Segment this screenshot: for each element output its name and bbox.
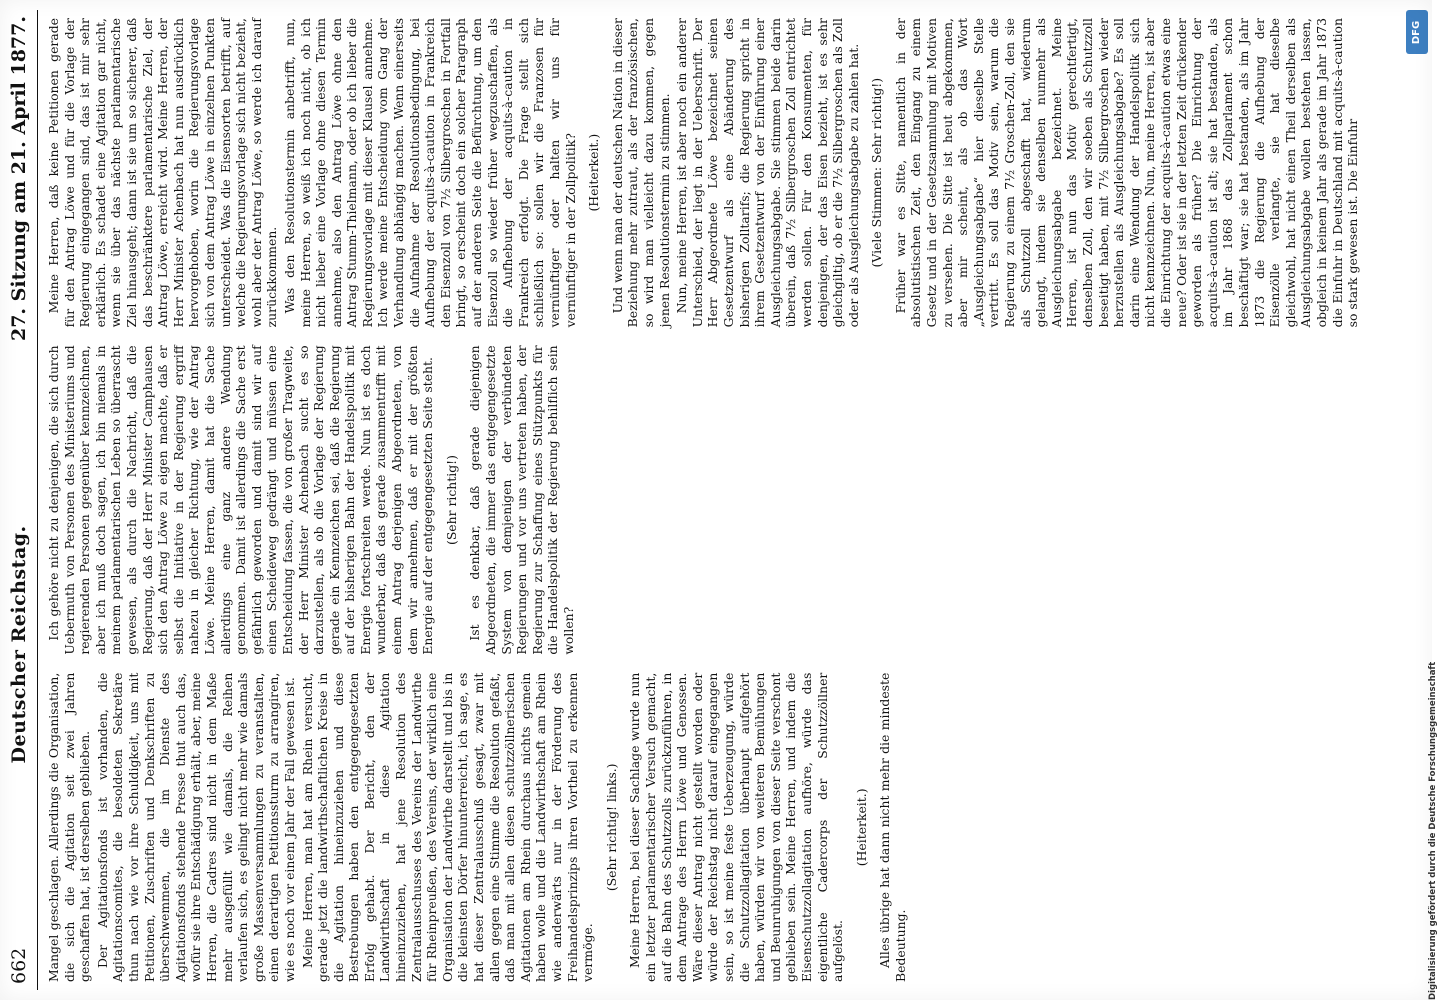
dfg-logo	[1406, 10, 1428, 54]
publication-title: Deutscher Reichstag.	[8, 525, 30, 764]
credit-text: Digitalisierung gefördert durch die Deutsche Forschungsgemeinschaft	[1428, 661, 1438, 1000]
paragraph: Früher war es Sitte, namentlich in der absolutistischen Zeit, den Eingang zu einem Gesetz und in der Gesetzsammlung mit Motiven zu versehen. Die Sitte ist heut abgekommen, aber mir scheint, als ob das Wort „Ausgleichungsabgabe“ hier dieselbe Stelle vertritt. Es soll das Motiv sein, warum die Regierung zu einem 7½ Groschen-Zoll, den sie als Schutzzoll abgeschafft hat, wiederum gelangt, indem sie denselben nunmehr als Ausgleichungsabgabe bezeichnet. Meine Herren, ist nun das Motiv gerechtfertigt, denselben Zoll, den wir soeben als Schutzzoll beseitigt haben, mit 7½ Silbergroschen wieder herzustellen als Ausgleichungsabgabe? Es soll darin eine Wendung der Handelspolitik sich nicht kennzeichnen. Nun, meine Herren, ist aber die Einrichtung der acquits-à-caution etwas eine neue? Oder ist sie in der letzten Zeit drückender geworden als früher? Die Einrichtung der acquits-à-caution ist alt; sie hat bestanden, als im Jahr 1868 das Zollparlament schon beschäftigt war; sie hat bestanden, als im Jahr 1873 die Regierung die Aufhebung der Eisenzölle verlangte, sie hat dieselbe gleichwohl, hat nicht einen Theil derselben als Ausgleichungsabgabe wollen bestehen lassen, obgleich in keinem Jahr als gerade im Jahr 1873 die Einfuhr in Deutschland mit acquits-à-caution so stark gewesen ist. Die Einfuhr	[892, 18, 1361, 328]
interjection: (Sehr richtig! links.)	[603, 763, 619, 892]
paragraph: Der Agitationsfonds ist vorhanden, die Agitationscomites, die besoldeten Sekretäre thun nach wie vor ihre Schuldigkeit, uns mit Petitionen, Zuschriften und Denkschriften zu überschwemmen, die im Dienste des Agitationsfonds stehende Presse thut auch das, wofür sie ihre Entschädigung erhält, aber, meine Herren, die Cadres sind nicht in dem Maße mehr ausgefüllt wie damals, die Reihen verlaufen sich, es gelingt nicht mehr wie damals große Massenversammlungen zu veranstalten, einen derartigen Petitionssturm zu arrangiren, wie es noch vor einem Jahr der Fall gewesen ist.	[94, 672, 297, 982]
interjection: (Heiterkeit.)	[586, 133, 602, 212]
paragraph: Meine Herren, daß keine Petitionen gerade für den Antrag Löwe und für die Vorlage der Regierung eingegangen sind, das ist mir sehr erklärlich. Es schadet eine Agitation gar nicht, wenn sie über das nächste parlamentarische Ziel hinausgeht; dann ist sie um so sicherer, daß das beschränktere parlamentarische Ziel, der Antrag Löwe, erreicht wird. Meine Herren, der Herr Minister Achenbach hat nun ausdrücklich hervorgehoben, worin die Regierungsvorlage sich von dem Antrag Löwe in einzelnen Punkten unterscheidet. Was die Eisensorten betrifft, auf welche die Regierungsvorlage sich nicht bezieht, wohl aber der Antrag Löwe, so werde ich darauf zurückkommen.	[46, 18, 280, 328]
running-head	[8, 10, 38, 990]
column-3	[46, 18, 1361, 328]
paragraph: Ist es denkbar, daß gerade diejenigen Abgeordneten, die immer das entgegengesetzte System von demjenigen der verbündeten Regierungen und vor uns vertreten haben, der Regierung zur Schaffung eines Stützpunkts für die Handelspolitik der Regierung behilflich sein wollen?	[467, 345, 576, 655]
interjection: (Heiterkeit.)	[853, 788, 869, 867]
paragraph: Nun, meine Herren, ist aber noch ein anderer Unterschied, der liegt in der Ueberschrift. Der Herr Abgeordnete Löwe bezeichnet seinen Gesetzentwurf als eine Abänderung des bisherigen Zolltarifs; die Regierung spricht in ihrem Gesetzentwurf von der Einführung einer Ausgleichungsabgabe. Sie stimmen beide darin überein, daß 7½ Silbergroschen Zoll entrichtet werden sollen. Für den Konsumenten, für denjenigen, der das Eisen bezieht, ist es sehr gleichgiltig, ob er die 7½ Silbergroschen als Zoll oder als Ausgleichungsabgabe zu zahlen hat.	[674, 18, 861, 328]
interjection: (Viele Stimmen: Sehr richtig!)	[869, 77, 885, 268]
paragraph: Ich gehöre nicht zu denjenigen, die sich durch Uebermuth von Personen des Ministeriums und regierenden Personen gegenüber kennzeichnen, aber ich muß doch sagen, ich bin niemals in meinem parlamentarischen Leben so überrascht gewesen, als durch die Nachricht, daß die Regierung, daß der Herr Minister Camphausen sich den Antrag Löwe zu eigen machte, daß er selbst die Initiative in der Regierung ergriff nahezu in gleicher Richtung, wie der Antrag Löwe. Meine Herren, damit hat die Sache allerdings eine ganz andere Wendung genommen. Damit ist allerdings die Sache erst gefährlich geworden und damit sind wir auf einen Scheideweg gedrängt und müssen eine Entscheidung fassen, die von großer Tragweite, der Herr Minister Achenbach sucht es so darzustellen, als ob die Vorlage der Regierung gerade ein Kennzeichen sei, daß die Regierung auf der bisherigen Bahn der Handelspolitik mit Energie fortschreiten werde. Nun ist es doch wunderbar, daß das gerade zusammentrifft mit einem Antrag derjenigen Abgeordneten, von dem wir annehmen, daß er mit der größten Energie auf der entgegengesetzten Seite steht.	[46, 345, 436, 655]
paragraph: Alles übrige hat dann nicht mehr die mindeste Bedeutung.	[877, 672, 908, 982]
session-date: 27. Sitzung am 21. April 1877.	[8, 16, 30, 342]
digitization-credit	[1404, 0, 1438, 1000]
interjection: (Sehr richtig!)	[443, 455, 459, 546]
column-1	[46, 673, 1316, 982]
paragraph: Und wenn man der deutschen Nation in dieser Beziehung mehr zutraut, als der französischen, so wird man vielleicht dazu kommen, gegen jenen Resolutionstermin zu stimmen.	[609, 18, 672, 328]
page-number: 662	[8, 947, 30, 984]
paragraph: Meine Herren, man hat am Rhein versucht, gerade jetzt die landwirthschaftlichen Kreise in die Agitation hineinzuziehen und diese Bestrebungen haben den entgegengesetzten Erfolg gehabt. Der Bericht, den der Landwirthschaft in diese Agitation hineinzuziehen, hat jene Resolution des Zentralausschusses des Vereins der Landwirthe für Rheinpreußen, des Vereins, der wirklich eine Organisation der Landwirthe darstellt und bis in die kleinsten Dörfer hinunterreicht, ich sage, es hat dieser Zentralausschuß gesagt, zwar mit allen gegen eine Stimme die Resolution gefaßt, daß man mit allen diesen schutzzöllnerischen Agitationen am Rhein durchaus nichts gemein haben wolle und die Landwirthschaft am Rhein wie anderwärts nur in der Förderung des Freihandelsprinzips ihren Vortheil zu erkennen vermöge.	[299, 672, 596, 982]
paragraph: Was den Resolutionstermin anbetrifft, nun, meine Herren, so weiß ich noch nicht, ob ich nicht lieber eine Vorlage ohne diesen Termin annehme, also den Antrag Löwe ohne den Antrag Stumm-Thielmann, oder ob ich lieber die Regierungsvorlage mit dieser Klausel annehme. Ich werde meine Entscheidung vom Gang der Verhandlung abhängig machen. Wenn einerseits die Aufnahme der Resolutionsbedingung, bei Aufhebung der acquits-à-caution in Frankreich den Eisenzoll von 7½ Silbergroschen in Fortfall bringt, so erscheint doch ein solcher Paragraph auf der anderen Seite die Befürchtung, um den Eisenzoll so wieder früher wegzuschaffen, als die Aufhebung der acquits-à-caution in Frankreich erfolgt. Die Frage stellt sich schließlich so: sollen wir die Franzosen für vernünftiger oder halten wir uns für vernünftiger in der Zollpolitik?	[281, 18, 578, 328]
paragraph: Mangel geschlagen. Allerdings die Organisation, die sich die Agitation seit zwei Jahren geschaffen hat, ist derselben geblieben.	[46, 672, 93, 982]
paragraph: Meine Herren, bei dieser Sachlage wurde nun ein letzter parlamentarischer Versuch gemacht, auf die Bahn des Schutzzolls zurückzuführen, in dem Antrage des Herrn Löwe und Genossen. Wäre dieser Antrag nicht gestellt worden oder würde der Reichstag nicht darauf eingegangen sein, so ist meine feste Ueberzeugung, würde die Schutzzollagitation überhaupt aufgehört haben, würden wir von weiteren Bemühungen und Beunruhigungen von dieser Seite verschont geblieben sein. Meine Herren, und indem die Eisenschutzzollagitation aufhöre, würde das eigentliche Cadercorps der Schutzzöllner aufgelöst.	[627, 672, 846, 982]
text-columns	[38, 10, 1361, 990]
dfg-logo-text: DFG	[1411, 20, 1423, 44]
column-2	[46, 345, 1316, 654]
